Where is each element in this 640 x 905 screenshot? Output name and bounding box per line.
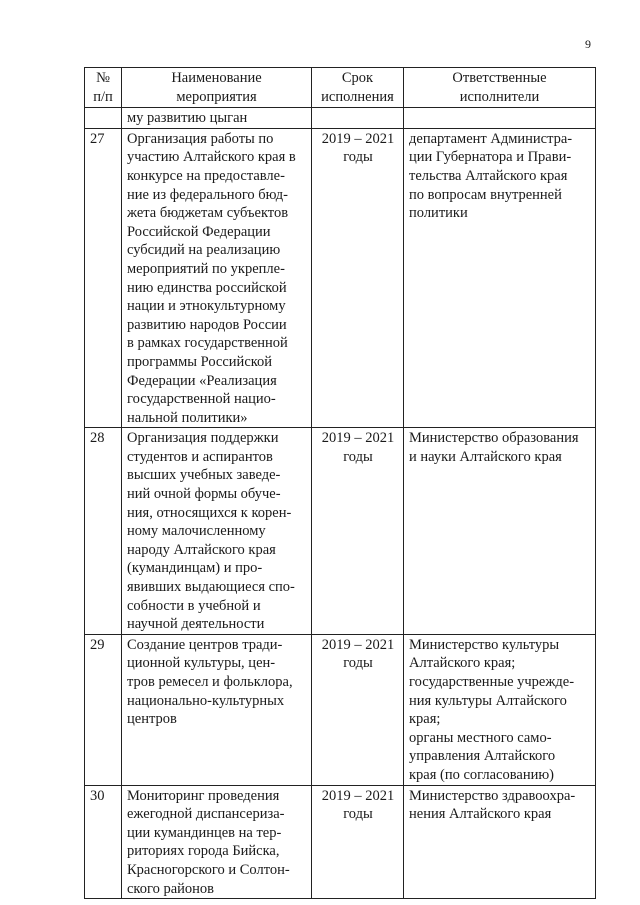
page-number: 9 [585, 37, 591, 51]
activity-name: Организация поддержки студентов и аспирантов высших учебных заведе- ний очной формы обуче- ния, относящихся к корен- ному малочисленному народу Алтайского края (кумандинцам) и про- явивших выдающиеся спо- собности в учебной и научной деятельности [122, 428, 312, 635]
table-header-row [85, 68, 596, 108]
responsible-executors: Министерство образования и науки Алтайского края [404, 428, 596, 635]
activity-name: Создание центров тради- ционной культуры, цен- тров ремесел и фольклора, национально-культурных центров [122, 634, 312, 785]
header-num: № п/п [85, 68, 122, 108]
row-number: 27 [85, 128, 122, 428]
header-name: Наименование мероприятия [122, 68, 312, 108]
responsible-executors: Министерство культуры Алтайского края; государственные учрежде- ния культуры Алтайского края; органы местного само- управления Алтайского края (по согласованию) [404, 634, 596, 785]
row-number: 29 [85, 634, 122, 785]
row-number: 30 [85, 785, 122, 899]
table-row [85, 634, 596, 785]
row-number: 28 [85, 428, 122, 635]
table-row [85, 785, 596, 899]
activities-table [84, 67, 596, 899]
continuation-text: му развитию цыган [122, 108, 312, 129]
table-row [85, 428, 596, 635]
responsible-executors: департамент Администра- ции Губернатора и Прави- тельства Алтайского края по вопросам внутренней политики [404, 128, 596, 428]
continuation-row [85, 108, 596, 129]
execution-term: 2019 – 2021 годы [312, 428, 404, 635]
table-row [85, 128, 596, 428]
execution-term: 2019 – 2021 годы [312, 785, 404, 899]
execution-term: 2019 – 2021 годы [312, 634, 404, 785]
header-term: Срок исполнения [312, 68, 404, 108]
responsible-executors: Министерство здравоохра- нения Алтайского края [404, 785, 596, 899]
activity-name: Мониторинг проведения ежегодной диспансеризa- ции кумандинцев на тер- риториях города Бийска, Красногорского и Солтон- ского районов [122, 785, 312, 899]
header-responsible: Ответственные исполнители [404, 68, 596, 108]
activity-name: Организация работы по участию Алтайского края в конкурсе на предоставле- ние из федерального бюд- жета бюджетам субъектов Российской Федерации субсидий на реализацию мероприятий по укрепле- нию единства российской нации и этнокультурному развитию народов России в рамках государственной программы Российской Федерации «Реализация государственной нацио- нальной политики» [122, 128, 312, 428]
execution-term: 2019 – 2021 годы [312, 128, 404, 428]
